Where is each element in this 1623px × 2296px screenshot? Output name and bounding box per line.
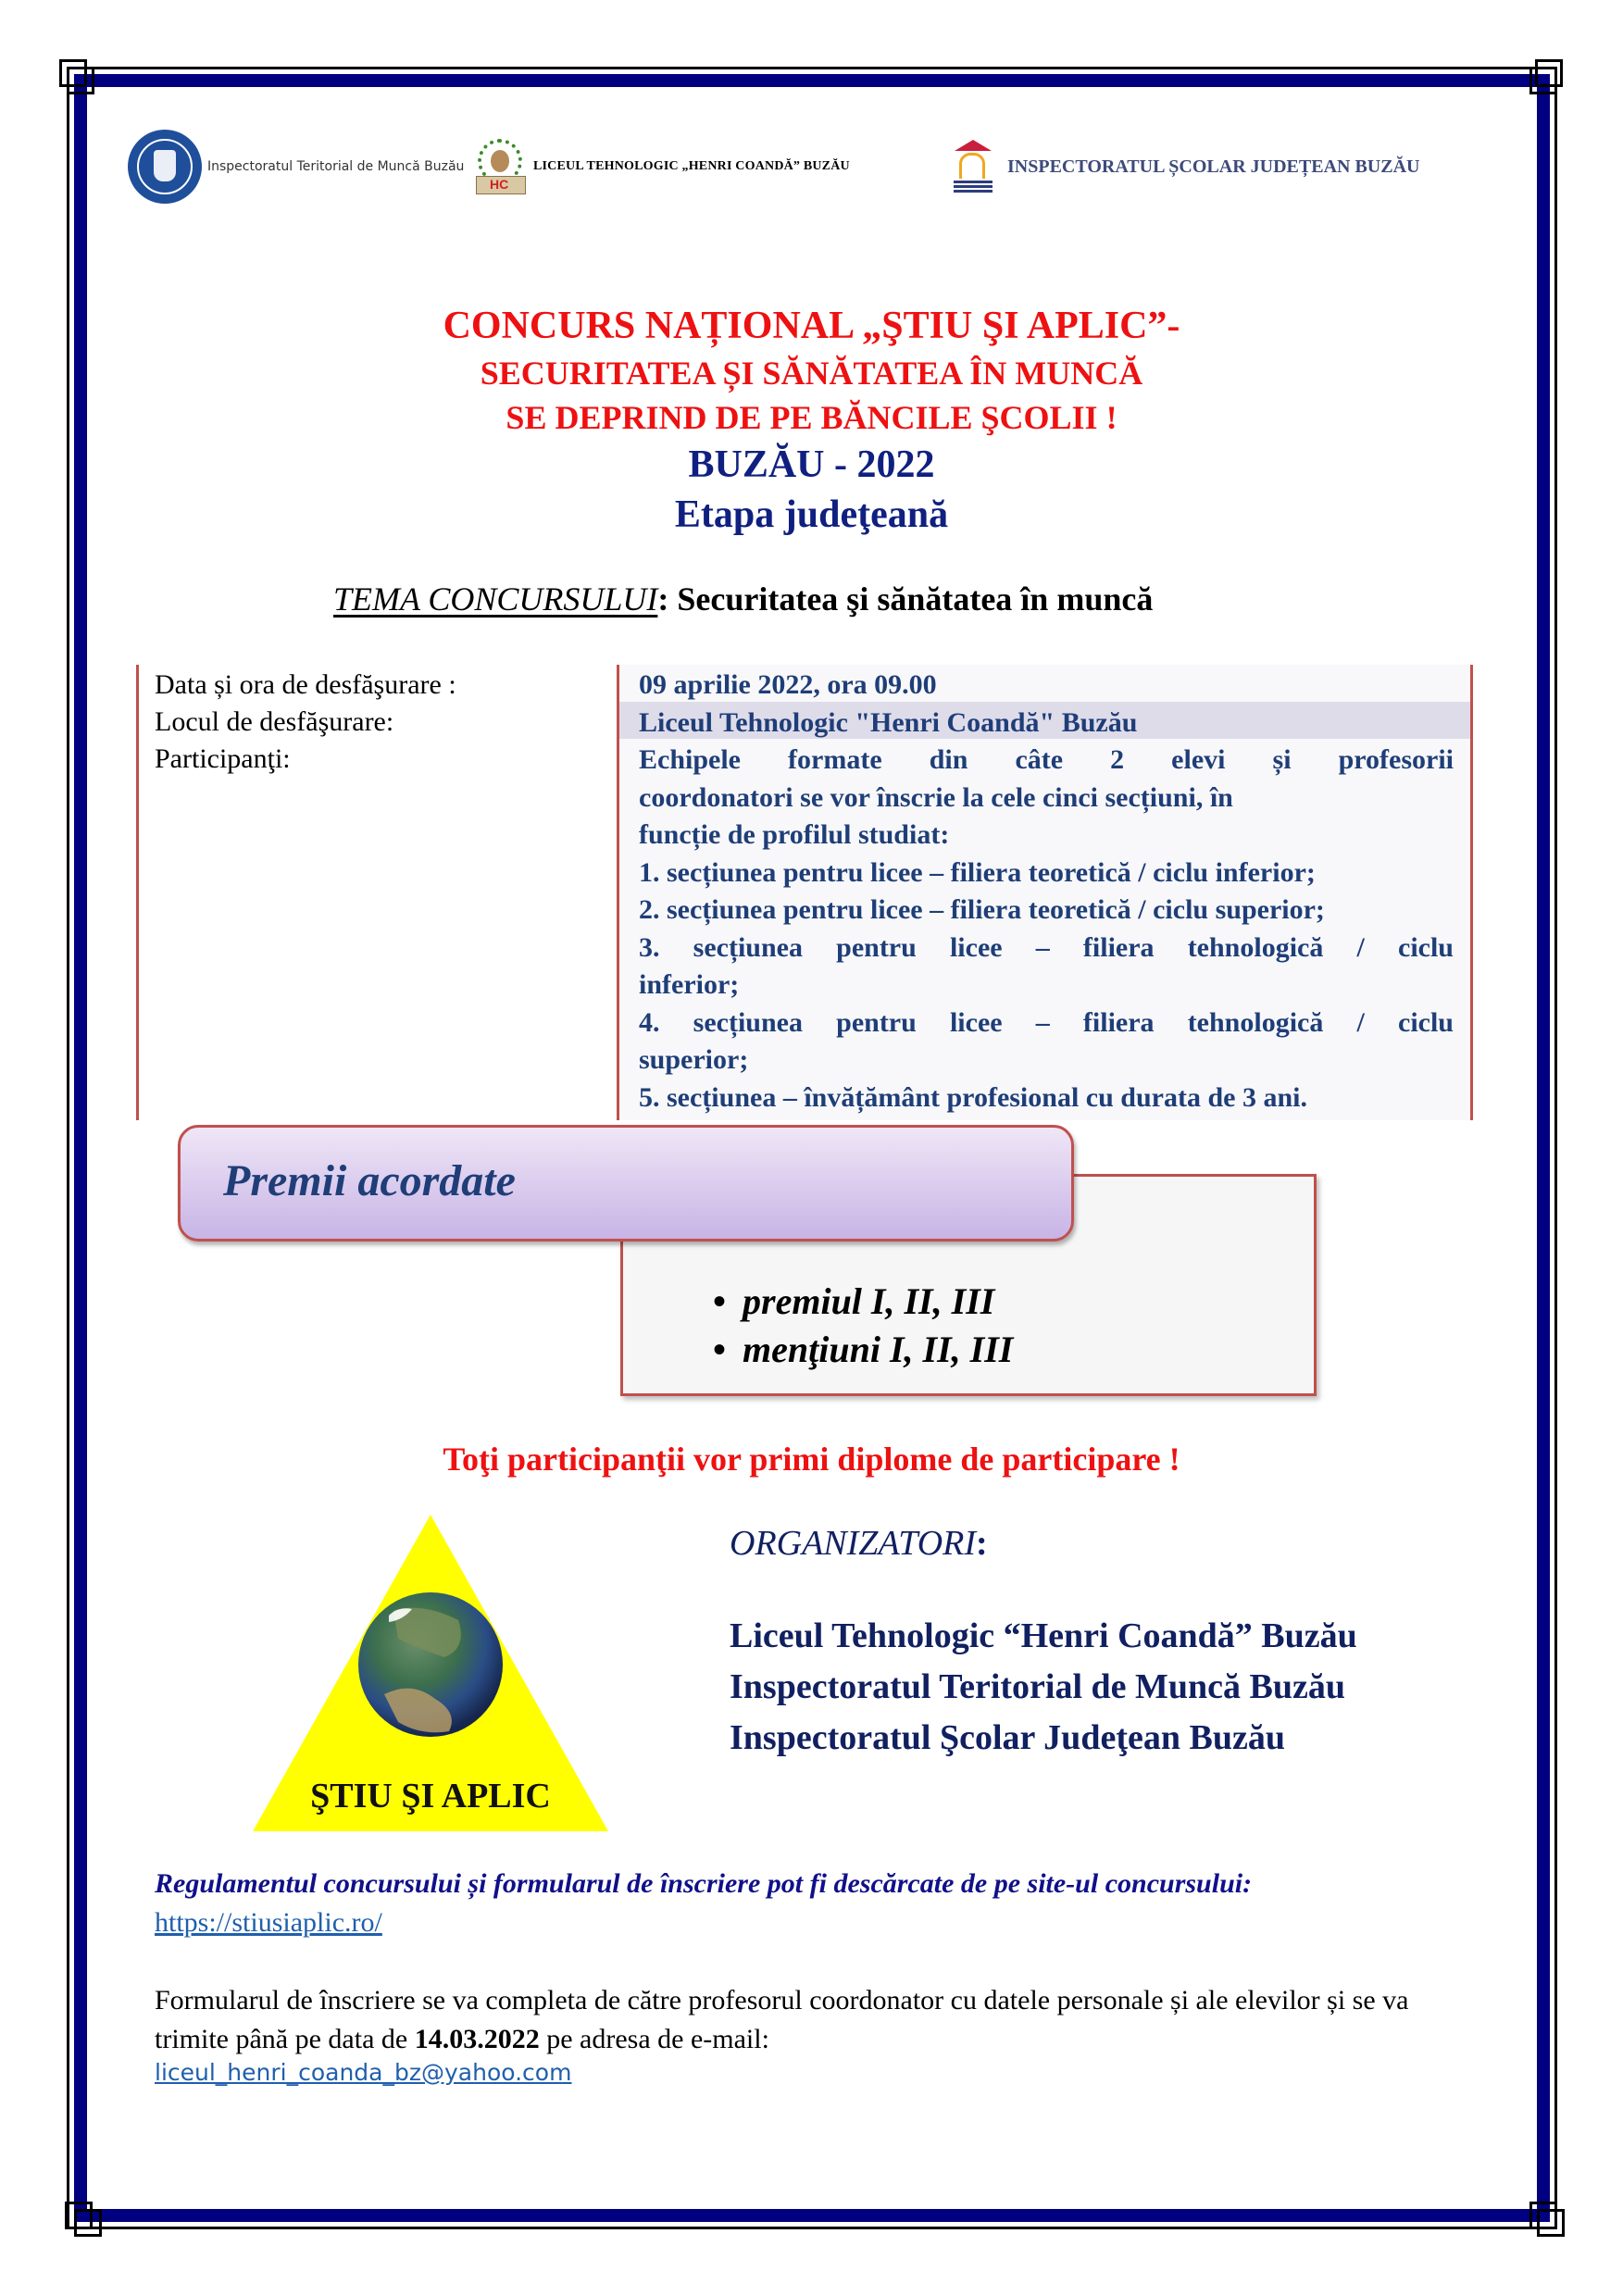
organizer-item: Liceul Tehnologic “Henri Coandă” Buzău [730, 1616, 1357, 1655]
theme-label: TEMA CONCURSULUI [333, 580, 658, 618]
info-table-labels [155, 667, 456, 778]
organizers-title-colon: : [976, 1524, 988, 1563]
frame-corner [1537, 2209, 1565, 2237]
frame-corner [74, 2209, 102, 2237]
info-table-values [639, 667, 1454, 1117]
earth-globe-icon [358, 1592, 503, 1737]
section-item: 1. secțiunea pentru licee – filiera teoretică / ciclu inferior; [639, 856, 1316, 888]
prize-item-text: premiul I, II, III [743, 1280, 995, 1322]
hc-school-logo-icon [472, 139, 528, 194]
organizer-item: Inspectoratul Teritorial de Muncă Buzău [730, 1667, 1346, 1706]
theme-separator: : [657, 580, 678, 618]
prizes-list [713, 1278, 1013, 1374]
title-line-2: SECURITATEA ȘI SĂNĂTATEA ÎN MUNCĂ [480, 355, 1143, 392]
itm-name: Inspectoratul Teritorial de Muncă Buzău [207, 159, 465, 174]
section-item: inferior; [639, 969, 740, 1000]
contact-email-link[interactable]: liceul_henri_coanda_bz@yahoo.com [155, 2059, 572, 2086]
info-table-border [136, 665, 139, 1120]
prizes-heading: Premii acordate [223, 1156, 516, 1205]
section-item: 5. secțiunea – învățământ profesional cu durata de 3 ani. [639, 1081, 1307, 1113]
title-line-3: SE DEPRIND DE PE BĂNCILE ŞCOLII ! [506, 399, 1117, 436]
school-name: LICEUL TEHNOLOGIC „HENRI COANDĂ” BUZĂU [533, 159, 850, 173]
value-participants-line: Echipele formate din câte 2 elevi și profesorii [639, 744, 1454, 775]
prize-item-text: menţiuni I, II, III [743, 1329, 1014, 1370]
organizers-title-text: ORGANIZATORI [730, 1524, 976, 1563]
info-table-border [617, 665, 619, 1120]
header-logo-itm [128, 125, 464, 208]
hc-badge: HC [490, 177, 509, 192]
frame-corner [1529, 67, 1557, 94]
label-participants: Participanţi: [155, 743, 291, 774]
regulation-note: Regulamentul concursului și formularul de înscriere pot fi descărcate de pe site-ul concursului: [155, 1868, 1253, 1899]
title-stage: Etapa judeţeană [674, 493, 949, 536]
section-item: 2. secțiunea pentru licee – filiera teoretică / ciclu superior; [639, 894, 1325, 925]
title-city-year: BUZĂU - 2022 [688, 443, 935, 486]
contest-theme [333, 580, 1153, 618]
contest-website-link[interactable]: https://stiusiaplic.ro/ [155, 1907, 382, 1938]
theme-value: Securitatea şi sănătatea în muncă [677, 580, 1154, 618]
prize-item [713, 1278, 1013, 1326]
header-logo-isj [954, 125, 1419, 208]
prize-item [713, 1326, 1013, 1374]
title-line-1: CONCURS NAȚIONAL „ŞTIU ŞI APLIC”- [443, 305, 1180, 347]
header-logo-school [472, 125, 850, 208]
contest-logo-text: ŞTIU ŞI APLIC [310, 1777, 551, 1816]
frame-corner [67, 67, 94, 94]
value-participants-line: funcție de profilul studiat: [639, 819, 950, 850]
registration-deadline: 14.03.2022 [414, 2024, 540, 2054]
section-item: 4. secțiunea pentru licee – filiera tehnologică / ciclu [639, 1006, 1454, 1038]
romanian-government-seal-icon [128, 130, 202, 204]
label-place: Locul de desfăşurare: [155, 706, 394, 737]
isj-name: INSPECTORATUL ȘCOLAR JUDEȚEAN BUZĂU [1007, 156, 1420, 177]
section-item: superior; [639, 1044, 749, 1075]
contest-logo [236, 1509, 625, 1842]
info-table-border [1470, 665, 1473, 1120]
label-date: Data și ora de desfăşurare : [155, 669, 456, 700]
form-note-text: Formularul de înscriere se va completa de către profesorul coordonator cu datele personale și ale elevilor și se va trimite până pe data de [155, 1985, 1409, 2054]
prizes-heading-box [178, 1125, 1074, 1242]
form-note-text: pe adresa de e-mail: [539, 2024, 769, 2054]
section-item: 3. secțiunea pentru licee – filiera tehnologică / ciclu [639, 931, 1454, 963]
value-date: 09 aprilie 2022, ora 09.00 [639, 669, 937, 700]
organizers-title [730, 1523, 988, 1564]
value-participants-line: coordonatori se vor înscrie la cele cinci secțiuni, în [639, 781, 1233, 813]
organizers-list [730, 1611, 1357, 1764]
organizer-item: Inspectoratul Şcolar Judeţean Buzău [730, 1718, 1285, 1757]
diplomas-note: Toţi participanţii vor primi diplome de participare ! [443, 1441, 1180, 1478]
value-place: Liceul Tehnologic "Henri Coandă" Buzău [639, 706, 1138, 738]
isj-building-logo-icon [954, 140, 993, 193]
registration-form-note [155, 1981, 1469, 2059]
